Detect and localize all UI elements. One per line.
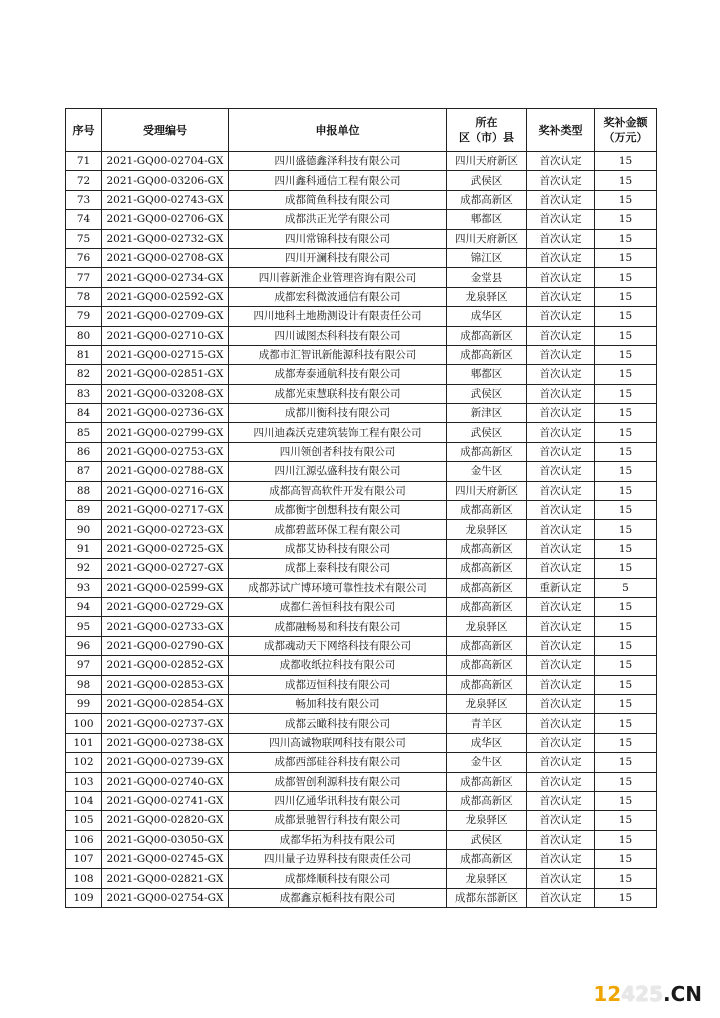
amount-cell: 15 [595, 501, 657, 520]
company-cell: 成都宏科微波通信有限公司 [229, 287, 447, 306]
company-cell: 成都华拓为科技有限公司 [229, 830, 447, 849]
company-cell: 成都简鱼科技有限公司 [229, 190, 447, 209]
company-cell: 成都高智高软件开发有限公司 [229, 481, 447, 500]
header-type: 奖补类型 [527, 109, 595, 152]
code-cell: 2021-GQ00-02716-GX [102, 481, 229, 500]
seq-cell: 82 [66, 365, 102, 384]
code-cell: 2021-GQ00-02734-GX [102, 268, 229, 287]
code-cell: 2021-GQ00-02727-GX [102, 559, 229, 578]
district-cell: 金牛区 [447, 462, 527, 481]
type-cell: 首次认定 [527, 423, 595, 442]
amount-cell: 15 [595, 307, 657, 326]
amount-cell: 15 [595, 636, 657, 655]
amount-cell: 15 [595, 248, 657, 267]
type-cell: 首次认定 [527, 539, 595, 558]
type-cell: 首次认定 [527, 714, 595, 733]
district-cell: 武侯区 [447, 384, 527, 403]
seq-cell: 87 [66, 462, 102, 481]
type-cell: 首次认定 [527, 733, 595, 752]
seq-cell: 85 [66, 423, 102, 442]
code-cell: 2021-GQ00-02708-GX [102, 248, 229, 267]
seq-cell: 92 [66, 559, 102, 578]
type-cell: 首次认定 [527, 171, 595, 190]
amount-cell: 15 [595, 423, 657, 442]
amount-cell: 15 [595, 365, 657, 384]
table-row [66, 520, 657, 539]
amount-cell: 15 [595, 442, 657, 461]
amount-cell: 15 [595, 481, 657, 500]
type-cell: 首次认定 [527, 772, 595, 791]
table-row [66, 501, 657, 520]
code-cell: 2021-GQ00-02738-GX [102, 733, 229, 752]
table-row [66, 365, 657, 384]
district-cell: 武侯区 [447, 171, 527, 190]
seq-cell: 109 [66, 888, 102, 907]
district-cell: 成华区 [447, 307, 527, 326]
type-cell: 首次认定 [527, 559, 595, 578]
amount-cell: 15 [595, 326, 657, 345]
code-cell: 2021-GQ00-02799-GX [102, 423, 229, 442]
table-row [66, 869, 657, 888]
code-cell: 2021-GQ00-02706-GX [102, 210, 229, 229]
seq-cell: 108 [66, 869, 102, 888]
district-cell: 成都高新区 [447, 656, 527, 675]
table-row [66, 753, 657, 772]
type-cell: 首次认定 [527, 345, 595, 364]
district-cell: 龙泉驿区 [447, 869, 527, 888]
header-amount [595, 109, 657, 152]
district-cell: 成都高新区 [447, 636, 527, 655]
table-row [66, 152, 657, 171]
table-row [66, 190, 657, 209]
amount-cell: 15 [595, 830, 657, 849]
table-row [66, 694, 657, 713]
company-cell: 成都苏试广博环境可靠性技术有限公司 [229, 578, 447, 597]
seq-cell: 101 [66, 733, 102, 752]
seq-cell: 102 [66, 753, 102, 772]
amount-cell: 15 [595, 345, 657, 364]
company-cell: 四川高诚物联网科技有限公司 [229, 733, 447, 752]
amount-cell: 15 [595, 694, 657, 713]
district-cell: 郫都区 [447, 210, 527, 229]
company-cell: 成都川衡科技有限公司 [229, 404, 447, 423]
code-cell: 2021-GQ00-02592-GX [102, 287, 229, 306]
district-cell: 金堂县 [447, 268, 527, 287]
company-cell: 四川开澜科技有限公司 [229, 248, 447, 267]
code-cell: 2021-GQ00-02788-GX [102, 462, 229, 481]
header-district-line1: 所在 [475, 116, 498, 129]
type-cell: 首次认定 [527, 888, 595, 907]
seq-cell: 100 [66, 714, 102, 733]
code-cell: 2021-GQ00-02820-GX [102, 811, 229, 830]
seq-cell: 74 [66, 210, 102, 229]
seq-cell: 98 [66, 675, 102, 694]
company-cell: 四川江源弘盛科技有限公司 [229, 462, 447, 481]
table-row [66, 791, 657, 810]
type-cell: 首次认定 [527, 287, 595, 306]
amount-cell: 15 [595, 404, 657, 423]
type-cell: 首次认定 [527, 384, 595, 403]
type-cell: 首次认定 [527, 656, 595, 675]
seq-cell: 71 [66, 152, 102, 171]
seq-cell: 83 [66, 384, 102, 403]
company-cell: 四川鑫科通信工程有限公司 [229, 171, 447, 190]
code-cell: 2021-GQ00-02709-GX [102, 307, 229, 326]
amount-cell: 15 [595, 733, 657, 752]
amount-cell: 15 [595, 539, 657, 558]
company-cell: 成都寿泰通航科技有限公司 [229, 365, 447, 384]
award-table [65, 108, 657, 908]
district-cell: 成都高新区 [447, 850, 527, 869]
code-cell: 2021-GQ00-02852-GX [102, 656, 229, 675]
amount-cell: 15 [595, 811, 657, 830]
company-cell: 成都景驰智行科技有限公司 [229, 811, 447, 830]
amount-cell: 15 [595, 597, 657, 616]
company-cell: 成都艾协科技有限公司 [229, 539, 447, 558]
type-cell: 首次认定 [527, 190, 595, 209]
district-cell: 新津区 [447, 404, 527, 423]
type-cell: 首次认定 [527, 307, 595, 326]
amount-cell: 15 [595, 675, 657, 694]
table-row [66, 384, 657, 403]
header-amount-line1: 奖补金额 [603, 116, 648, 129]
table-row [66, 578, 657, 597]
code-cell: 2021-GQ00-02736-GX [102, 404, 229, 423]
type-cell: 首次认定 [527, 830, 595, 849]
code-cell: 2021-GQ00-02851-GX [102, 365, 229, 384]
header-amount-line2: （万元） [603, 131, 648, 144]
amount-cell: 15 [595, 753, 657, 772]
seq-cell: 77 [66, 268, 102, 287]
company-cell: 成都鑫京栀科技有限公司 [229, 888, 447, 907]
table-row [66, 287, 657, 306]
seq-cell: 96 [66, 636, 102, 655]
code-cell: 2021-GQ00-02704-GX [102, 152, 229, 171]
table-row [66, 597, 657, 616]
header-district [447, 109, 527, 152]
type-cell: 首次认定 [527, 597, 595, 616]
type-cell: 首次认定 [527, 791, 595, 810]
code-cell: 2021-GQ00-02732-GX [102, 229, 229, 248]
district-cell: 四川天府新区 [447, 152, 527, 171]
type-cell: 首次认定 [527, 636, 595, 655]
amount-cell: 15 [595, 888, 657, 907]
table-header-row [66, 109, 657, 152]
company-cell: 四川亿通华讯科技有限公司 [229, 791, 447, 810]
header-company: 申报单位 [229, 109, 447, 152]
district-cell: 龙泉驿区 [447, 694, 527, 713]
district-cell: 四川天府新区 [447, 229, 527, 248]
company-cell: 四川迪森沃克建筑装饰工程有限公司 [229, 423, 447, 442]
district-cell: 龙泉驿区 [447, 617, 527, 636]
district-cell: 成华区 [447, 733, 527, 752]
amount-cell: 15 [595, 520, 657, 539]
company-cell: 四川量子边界科技有限责任公司 [229, 850, 447, 869]
code-cell: 2021-GQ00-02725-GX [102, 539, 229, 558]
district-cell: 龙泉驿区 [447, 287, 527, 306]
code-cell: 2021-GQ00-02710-GX [102, 326, 229, 345]
code-cell: 2021-GQ00-03206-GX [102, 171, 229, 190]
seq-cell: 73 [66, 190, 102, 209]
company-cell: 成都融畅易和科技有限公司 [229, 617, 447, 636]
seq-cell: 107 [66, 850, 102, 869]
amount-cell: 15 [595, 772, 657, 791]
seq-cell: 97 [66, 656, 102, 675]
seq-cell: 81 [66, 345, 102, 364]
amount-cell: 15 [595, 869, 657, 888]
table-row [66, 636, 657, 655]
table-row [66, 345, 657, 364]
table-row [66, 656, 657, 675]
type-cell: 首次认定 [527, 152, 595, 171]
amount-cell: 15 [595, 791, 657, 810]
code-cell: 2021-GQ00-02740-GX [102, 772, 229, 791]
company-cell: 成都云瞰科技有限公司 [229, 714, 447, 733]
type-cell: 首次认定 [527, 694, 595, 713]
district-cell: 四川天府新区 [447, 481, 527, 500]
seq-cell: 78 [66, 287, 102, 306]
amount-cell: 15 [595, 714, 657, 733]
code-cell: 2021-GQ00-03050-GX [102, 830, 229, 849]
code-cell: 2021-GQ00-02723-GX [102, 520, 229, 539]
company-cell: 四川地科土地勘测设计有限责任公司 [229, 307, 447, 326]
watermark-part1: 12 [593, 982, 622, 1006]
amount-cell: 15 [595, 229, 657, 248]
company-cell: 四川诚图杰科科技有限公司 [229, 326, 447, 345]
company-cell: 成都西部硅谷科技有限公司 [229, 753, 447, 772]
type-cell: 首次认定 [527, 617, 595, 636]
amount-cell: 15 [595, 190, 657, 209]
district-cell: 郫都区 [447, 365, 527, 384]
code-cell: 2021-GQ00-02754-GX [102, 888, 229, 907]
table-row [66, 248, 657, 267]
company-cell: 畅加科技有限公司 [229, 694, 447, 713]
code-cell: 2021-GQ00-02733-GX [102, 617, 229, 636]
type-cell: 首次认定 [527, 365, 595, 384]
table-row [66, 772, 657, 791]
district-cell: 成都高新区 [447, 326, 527, 345]
type-cell: 首次认定 [527, 675, 595, 694]
district-cell: 青羊区 [447, 714, 527, 733]
type-cell: 首次认定 [527, 462, 595, 481]
watermark-part3: .CN [662, 982, 702, 1006]
amount-cell: 15 [595, 462, 657, 481]
company-cell: 四川盛德鑫泽科技有限公司 [229, 152, 447, 171]
seq-cell: 79 [66, 307, 102, 326]
seq-cell: 76 [66, 248, 102, 267]
district-cell: 成都高新区 [447, 190, 527, 209]
amount-cell: 5 [595, 578, 657, 597]
district-cell: 成都高新区 [447, 578, 527, 597]
seq-cell: 89 [66, 501, 102, 520]
district-cell: 成都高新区 [447, 559, 527, 578]
district-cell: 成都高新区 [447, 345, 527, 364]
code-cell: 2021-GQ00-02741-GX [102, 791, 229, 810]
seq-cell: 104 [66, 791, 102, 810]
company-cell: 成都洪正光学有限公司 [229, 210, 447, 229]
type-cell: 首次认定 [527, 481, 595, 500]
amount-cell: 15 [595, 152, 657, 171]
seq-cell: 99 [66, 694, 102, 713]
seq-cell: 103 [66, 772, 102, 791]
header-district-line2: 区（市）县 [459, 131, 514, 144]
code-cell: 2021-GQ00-02717-GX [102, 501, 229, 520]
amount-cell: 15 [595, 617, 657, 636]
district-cell: 成都高新区 [447, 501, 527, 520]
seq-cell: 106 [66, 830, 102, 849]
amount-cell: 15 [595, 559, 657, 578]
company-cell: 成都仁善恒科技有限公司 [229, 597, 447, 616]
amount-cell: 15 [595, 384, 657, 403]
header-seq: 序号 [66, 109, 102, 152]
type-cell: 首次认定 [527, 869, 595, 888]
amount-cell: 15 [595, 171, 657, 190]
table-row [66, 888, 657, 907]
type-cell: 首次认定 [527, 210, 595, 229]
table-row [66, 733, 657, 752]
type-cell: 首次认定 [527, 442, 595, 461]
code-cell: 2021-GQ00-02737-GX [102, 714, 229, 733]
company-cell: 成都上泰科技有限公司 [229, 559, 447, 578]
company-cell: 四川常锦科技有限公司 [229, 229, 447, 248]
site-watermark-logo [593, 982, 702, 1006]
table-row [66, 714, 657, 733]
type-cell: 首次认定 [527, 811, 595, 830]
district-cell: 武侯区 [447, 423, 527, 442]
company-cell: 成都衡宇创想科技有限公司 [229, 501, 447, 520]
seq-cell: 94 [66, 597, 102, 616]
table-row [66, 559, 657, 578]
company-cell: 成都智创利源科技有限公司 [229, 772, 447, 791]
company-cell: 成都迈恒科技有限公司 [229, 675, 447, 694]
seq-cell: 80 [66, 326, 102, 345]
district-cell: 成都高新区 [447, 442, 527, 461]
seq-cell: 88 [66, 481, 102, 500]
company-cell: 成都魂动天下网络科技有限公司 [229, 636, 447, 655]
table-row [66, 830, 657, 849]
district-cell: 成都高新区 [447, 597, 527, 616]
district-cell: 成都东部新区 [447, 888, 527, 907]
district-cell: 龙泉驿区 [447, 520, 527, 539]
table-row [66, 171, 657, 190]
company-cell: 四川领创者科技有限公司 [229, 442, 447, 461]
seq-cell: 90 [66, 520, 102, 539]
table-row [66, 404, 657, 423]
code-cell: 2021-GQ00-02745-GX [102, 850, 229, 869]
seq-cell: 105 [66, 811, 102, 830]
table-row [66, 850, 657, 869]
type-cell: 首次认定 [527, 753, 595, 772]
district-cell: 成都高新区 [447, 772, 527, 791]
seq-cell: 91 [66, 539, 102, 558]
district-cell: 成都高新区 [447, 675, 527, 694]
seq-cell: 84 [66, 404, 102, 423]
code-cell: 2021-GQ00-02729-GX [102, 597, 229, 616]
amount-cell: 15 [595, 210, 657, 229]
type-cell: 重新认定 [527, 578, 595, 597]
table-row [66, 617, 657, 636]
type-cell: 首次认定 [527, 501, 595, 520]
type-cell: 首次认定 [527, 850, 595, 869]
code-cell: 2021-GQ00-02821-GX [102, 869, 229, 888]
district-cell: 成都高新区 [447, 791, 527, 810]
district-cell: 龙泉驿区 [447, 811, 527, 830]
type-cell: 首次认定 [527, 326, 595, 345]
company-cell: 成都光束慧联科技有限公司 [229, 384, 447, 403]
company-cell: 四川蓉新淮企业管理咨询有限公司 [229, 268, 447, 287]
table-row [66, 268, 657, 287]
table-row [66, 307, 657, 326]
code-cell: 2021-GQ00-02753-GX [102, 442, 229, 461]
amount-cell: 15 [595, 850, 657, 869]
table-row [66, 210, 657, 229]
code-cell: 2021-GQ00-02739-GX [102, 753, 229, 772]
amount-cell: 15 [595, 268, 657, 287]
code-cell: 2021-GQ00-02854-GX [102, 694, 229, 713]
amount-cell: 15 [595, 656, 657, 675]
table-row [66, 481, 657, 500]
seq-cell: 95 [66, 617, 102, 636]
table-row [66, 326, 657, 345]
table-row [66, 229, 657, 248]
seq-cell: 93 [66, 578, 102, 597]
code-cell: 2021-GQ00-02715-GX [102, 345, 229, 364]
seq-cell: 75 [66, 229, 102, 248]
code-cell: 2021-GQ00-02790-GX [102, 636, 229, 655]
watermark-part2: 425 [621, 982, 663, 1006]
table-row [66, 442, 657, 461]
seq-cell: 86 [66, 442, 102, 461]
company-cell: 成都碧蓝环保工程有限公司 [229, 520, 447, 539]
code-cell: 2021-GQ00-03208-GX [102, 384, 229, 403]
code-cell: 2021-GQ00-02599-GX [102, 578, 229, 597]
company-cell: 成都收纸拉科技有限公司 [229, 656, 447, 675]
type-cell: 首次认定 [527, 520, 595, 539]
district-cell: 成都高新区 [447, 539, 527, 558]
code-cell: 2021-GQ00-02743-GX [102, 190, 229, 209]
company-cell: 成都市汇智讯新能源科技有限公司 [229, 345, 447, 364]
table-row [66, 423, 657, 442]
amount-cell: 15 [595, 287, 657, 306]
table-row [66, 675, 657, 694]
seq-cell: 72 [66, 171, 102, 190]
header-code: 受理编号 [102, 109, 229, 152]
table-row [66, 462, 657, 481]
table-row [66, 811, 657, 830]
type-cell: 首次认定 [527, 248, 595, 267]
district-cell: 武侯区 [447, 830, 527, 849]
district-cell: 金牛区 [447, 753, 527, 772]
type-cell: 首次认定 [527, 404, 595, 423]
type-cell: 首次认定 [527, 268, 595, 287]
district-cell: 锦江区 [447, 248, 527, 267]
company-cell: 成都烽顺科技有限公司 [229, 869, 447, 888]
table-row [66, 539, 657, 558]
type-cell: 首次认定 [527, 229, 595, 248]
code-cell: 2021-GQ00-02853-GX [102, 675, 229, 694]
